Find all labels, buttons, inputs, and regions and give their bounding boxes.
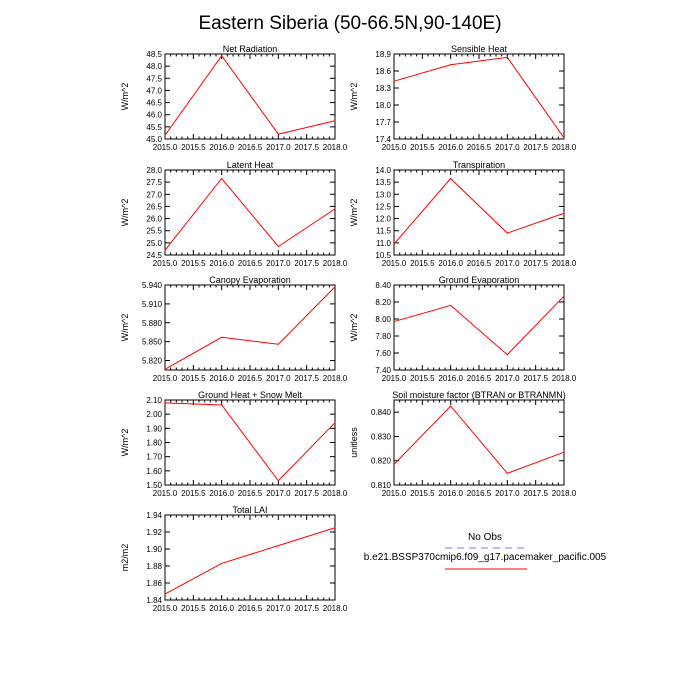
panel-6-series-line [165,403,335,481]
panel-1-data-point [450,64,451,65]
panel-7-frame [394,400,564,485]
panel-0-xtick-label: 2017.0 [266,143,291,152]
panel-8-ytick-label: 1.84 [146,596,162,605]
panel-4-ylabel: W/m^2 [120,313,130,342]
panel-2-series-line [165,179,335,251]
panel-7-xtick-label: 2017.5 [523,489,548,498]
panel-7-ytick-label: 0.840 [370,408,391,418]
panel-7-data-point [393,464,394,465]
panel-3-data-point [393,243,394,244]
panel-3-ytick-label: 12.5 [375,202,391,212]
panel-3-series-line [394,179,564,245]
legend-model-label: b.e21.BSSP370cmip6.f09_g17.pacemaker_pacific.005 [363,552,607,563]
panel-2-title: Latent Heat [226,160,274,170]
panel-5-xtick-label: 2018.0 [551,374,577,383]
panel-1-frame [394,54,564,139]
panel-7 [349,390,577,498]
panel-5-frame [394,285,564,370]
panel-7-ylabel: unitless [349,427,359,458]
panel-7-title: Soil moisture factor (BTRAN or BTRANMN) [392,390,566,400]
panel-4-xtick-label: 2016.5 [237,374,263,383]
panel-0-ytick-label: 45.0 [146,135,162,144]
panel-2-ytick-label: 26.0 [146,214,162,224]
panels [120,44,577,613]
panel-1-ytick-label: 18.0 [375,101,391,110]
panel-0-ytick-label: 45.5 [146,122,162,132]
panel-1-xtick-label: 2017.5 [523,143,548,152]
panel-4-xtick-label: 2015.0 [152,374,178,383]
panel-5-xtick-label: 2015.5 [410,374,435,383]
legend [364,532,607,569]
panel-2-ytick-label: 28.0 [146,166,162,175]
panel-2 [120,160,348,268]
panel-7-ytick-label: 0.830 [370,432,391,442]
panel-3-ytick-label: 11.0 [376,238,391,248]
panel-2-ytick-label: 26.5 [146,202,162,212]
panel-6-ytick-label: 1.70 [146,452,162,462]
panel-5-ytick-label: 8.40 [375,281,391,290]
panel-8-data-point [221,563,222,564]
panel-6-ytick-label: 2.10 [146,396,162,405]
panel-3-data-point [507,233,508,234]
panel-7-xtick-label: 2015.5 [410,489,435,498]
panel-8 [120,505,348,613]
panel-2-ytick-label: 25.0 [146,238,162,248]
panel-0-ytick-label: 46.5 [146,98,162,108]
panel-3-ytick-label: 10.5 [375,251,391,260]
panel-0-ytick-label: 46.0 [146,110,162,120]
panel-4-xtick-label: 2015.5 [181,374,206,383]
panel-1-data-point [563,137,564,138]
panel-0-data-point [164,135,165,136]
panel-4-ytick-label: 5.910 [141,299,162,309]
panel-4-data-point [278,344,279,345]
panel-5-xtick-label: 2017.5 [523,374,548,383]
panel-6-ytick-label: 1.60 [146,466,162,476]
panel-7-data-point [563,452,564,453]
panel-1-xtick-label: 2015.0 [381,143,407,152]
panel-1-xtick-label: 2016.0 [438,143,463,152]
panel-5-xtick-label: 2017.0 [495,374,520,383]
panel-0-xtick-label: 2017.5 [294,143,319,152]
panel-4-data-point [334,286,335,287]
panel-5-xtick-label: 2016.5 [466,374,492,383]
panel-6-title: Ground Heat + Snow Melt [198,390,302,400]
panel-8-xtick-label: 2015.0 [152,604,178,613]
panel-2-ytick-label: 24.5 [146,251,162,260]
panel-1-ylabel: W/m^2 [349,82,359,111]
panel-1-ytick-label: 18.6 [375,67,391,76]
panel-1-ytick-label: 18.9 [375,50,391,59]
panel-1-ytick-label: 17.4 [375,135,391,144]
panel-5-data-point [450,305,451,306]
panel-3-xtick-label: 2015.5 [410,259,435,268]
panel-6-xtick-label: 2017.0 [266,489,291,498]
panel-8-xtick-label: 2015.5 [181,604,206,613]
panel-6-ytick-label: 2.00 [146,410,162,420]
panel-0-ytick-label: 48.0 [146,62,162,72]
panel-2-xtick-label: 2016.0 [209,259,234,268]
panel-6 [120,390,348,498]
panel-2-data-point [334,208,335,209]
panel-3-xtick-label: 2018.0 [551,259,577,268]
panel-5-xtick-label: 2016.0 [438,374,463,383]
panel-4-xtick-label: 2017.5 [294,374,319,383]
panel-2-xtick-label: 2015.5 [181,259,206,268]
panel-5-xtick-label: 2015.0 [381,374,407,383]
panel-1-data-point [507,57,508,58]
panel-3-ytick-label: 13.0 [375,190,391,200]
panel-0-ytick-label: 47.0 [146,86,162,96]
panel-1-data-point [393,81,394,82]
panel-8-xtick-label: 2018.0 [322,604,348,613]
panel-7-ytick-label: 0.820 [370,456,391,466]
panel-1-ytick-label: 17.7 [375,118,391,127]
panel-6-xtick-label: 2016.5 [237,489,263,498]
panel-4-ytick-label: 5.850 [141,337,162,347]
panel-8-series-line [165,528,335,594]
panel-4-ytick-label: 5.940 [141,281,162,290]
panel-0-data-point [278,134,279,135]
panel-4-frame [165,285,335,370]
figure-title: Eastern Siberia (50-66.5N,90-140E) [198,13,502,34]
panel-5-data-point [507,354,508,355]
panel-3-title: Transpiration [452,160,506,170]
panel-3-ytick-label: 11.5 [376,226,391,236]
panel-4-xtick-label: 2016.0 [209,374,234,383]
panel-6-data-point [221,404,222,405]
panel-8-ytick-label: 1.94 [146,511,162,520]
panel-7-xtick-label: 2018.0 [551,489,577,498]
legend-obs-label: No Obs [468,532,502,543]
panel-8-ytick-label: 1.92 [146,528,162,537]
panel-0-xtick-label: 2018.0 [322,143,348,152]
panel-2-ylabel: W/m^2 [120,198,130,227]
panel-0-data-point [334,120,335,121]
panel-6-xtick-label: 2015.0 [152,489,178,498]
panel-5-ylabel: W/m^2 [349,313,359,342]
panel-2-data-point [164,250,165,251]
panel-2-xtick-label: 2017.5 [294,259,319,268]
panel-0-ylabel: W/m^2 [120,82,130,111]
panel-3-data-point [450,178,451,179]
panel-5-ytick-label: 7.40 [375,366,391,375]
panel-4-data-point [221,337,222,338]
panel-5-ytick-label: 7.60 [375,349,391,358]
panel-2-ytick-label: 27.5 [146,178,162,188]
panel-3-ytick-label: 12.0 [375,214,391,224]
panel-8-title: Total LAI [232,505,268,515]
panel-3-xtick-label: 2017.0 [495,259,520,268]
panel-8-ytick-label: 1.88 [146,562,162,571]
panel-3-ylabel: W/m^2 [349,198,359,227]
panel-6-xtick-label: 2018.0 [322,489,348,498]
panel-0-xtick-label: 2015.5 [181,143,206,152]
panel-2-ytick-label: 27.0 [146,190,162,200]
panel-6-xtick-label: 2016.0 [209,489,234,498]
panel-1-ytick-label: 18.3 [375,84,391,93]
panel-2-data-point [278,246,279,247]
panel-5-ytick-label: 8.20 [375,298,391,307]
panel-0-xtick-label: 2015.0 [152,143,178,152]
panel-8-data-point [334,527,335,528]
panel-7-xtick-label: 2015.0 [381,489,407,498]
panel-8-ytick-label: 1.90 [146,545,162,554]
panel-4-series-line [165,287,335,369]
panel-6-ytick-label: 1.50 [146,481,162,490]
panel-1-xtick-label: 2018.0 [551,143,577,152]
panel-4-data-point [164,369,165,370]
panel-8-xtick-label: 2017.0 [266,604,291,613]
panel-6-data-point [334,422,335,423]
panel-1-series-line [394,57,564,137]
panel-5-ytick-label: 7.80 [375,332,391,341]
panel-5-title: Ground Evaporation [438,275,520,285]
panel-0-frame [165,54,335,139]
panel-3-ytick-label: 13.5 [375,178,391,188]
panel-8-data-point [164,593,165,594]
panel-5 [349,275,577,383]
panel-8-ytick-label: 1.86 [146,579,162,588]
panel-8-frame [165,515,335,600]
panel-0-ytick-label: 48.5 [146,50,162,59]
panel-6-xtick-label: 2015.5 [181,489,206,498]
panel-2-data-point [221,178,222,179]
panel-3 [349,160,577,268]
panel-2-xtick-label: 2018.0 [322,259,348,268]
panel-5-data-point [393,321,394,322]
panel-0-data-point [221,55,222,56]
panel-3-xtick-label: 2015.0 [381,259,407,268]
panel-3-xtick-label: 2017.5 [523,259,548,268]
panel-0 [120,44,348,152]
panel-3-ytick-label: 14.0 [375,166,391,175]
panel-3-frame [394,170,564,255]
panel-3-data-point [563,213,564,214]
panel-2-xtick-label: 2015.0 [152,259,178,268]
panel-7-ytick-label: 0.810 [370,481,391,490]
panel-5-ytick-label: 8.00 [375,315,391,324]
panel-0-xtick-label: 2016.5 [237,143,263,152]
panel-7-series-line [394,406,564,473]
panel-1 [349,44,577,152]
panel-8-ylabel: m2/m2 [120,543,130,572]
panel-2-xtick-label: 2017.0 [266,259,291,268]
panel-8-xtick-label: 2016.5 [237,604,263,613]
panel-7-xtick-label: 2016.0 [438,489,463,498]
panel-6-xtick-label: 2017.5 [294,489,319,498]
panel-8-xtick-label: 2017.5 [294,604,319,613]
panel-0-xtick-label: 2016.0 [209,143,234,152]
panel-7-xtick-label: 2017.0 [495,489,520,498]
panel-0-ytick-label: 47.5 [146,74,162,84]
panel-6-ytick-label: 1.90 [146,424,162,434]
panel-0-series-line [165,56,335,136]
panel-7-data-point [450,405,451,406]
panel-8-data-point [278,545,279,546]
panel-1-xtick-label: 2016.5 [466,143,492,152]
panel-1-title: Sensible Heat [450,44,508,54]
panel-4-xtick-label: 2017.0 [266,374,291,383]
panel-0-title: Net Radiation [222,44,278,54]
panel-6-ylabel: W/m^2 [120,428,130,457]
panel-7-data-point [507,473,508,474]
panel-7-xtick-label: 2016.5 [466,489,492,498]
panel-1-xtick-label: 2015.5 [410,143,435,152]
panel-3-xtick-label: 2016.0 [438,259,463,268]
panel-5-series-line [394,296,564,355]
panel-4-xtick-label: 2018.0 [322,374,348,383]
panel-4-ytick-label: 5.820 [141,356,162,366]
panel-6-data-point [278,480,279,481]
panel-2-ytick-label: 25.5 [146,226,162,236]
panel-5-data-point [563,295,564,296]
panel-4 [120,275,348,383]
panel-1-xtick-label: 2017.0 [495,143,520,152]
panel-2-xtick-label: 2016.5 [237,259,263,268]
panel-6-data-point [164,402,165,403]
panel-3-xtick-label: 2016.5 [466,259,492,268]
panel-4-title: Canopy Evaporation [209,275,291,285]
panel-8-xtick-label: 2016.0 [209,604,234,613]
panel-6-ytick-label: 1.80 [146,438,162,448]
panel-4-ytick-label: 5.880 [141,318,162,328]
